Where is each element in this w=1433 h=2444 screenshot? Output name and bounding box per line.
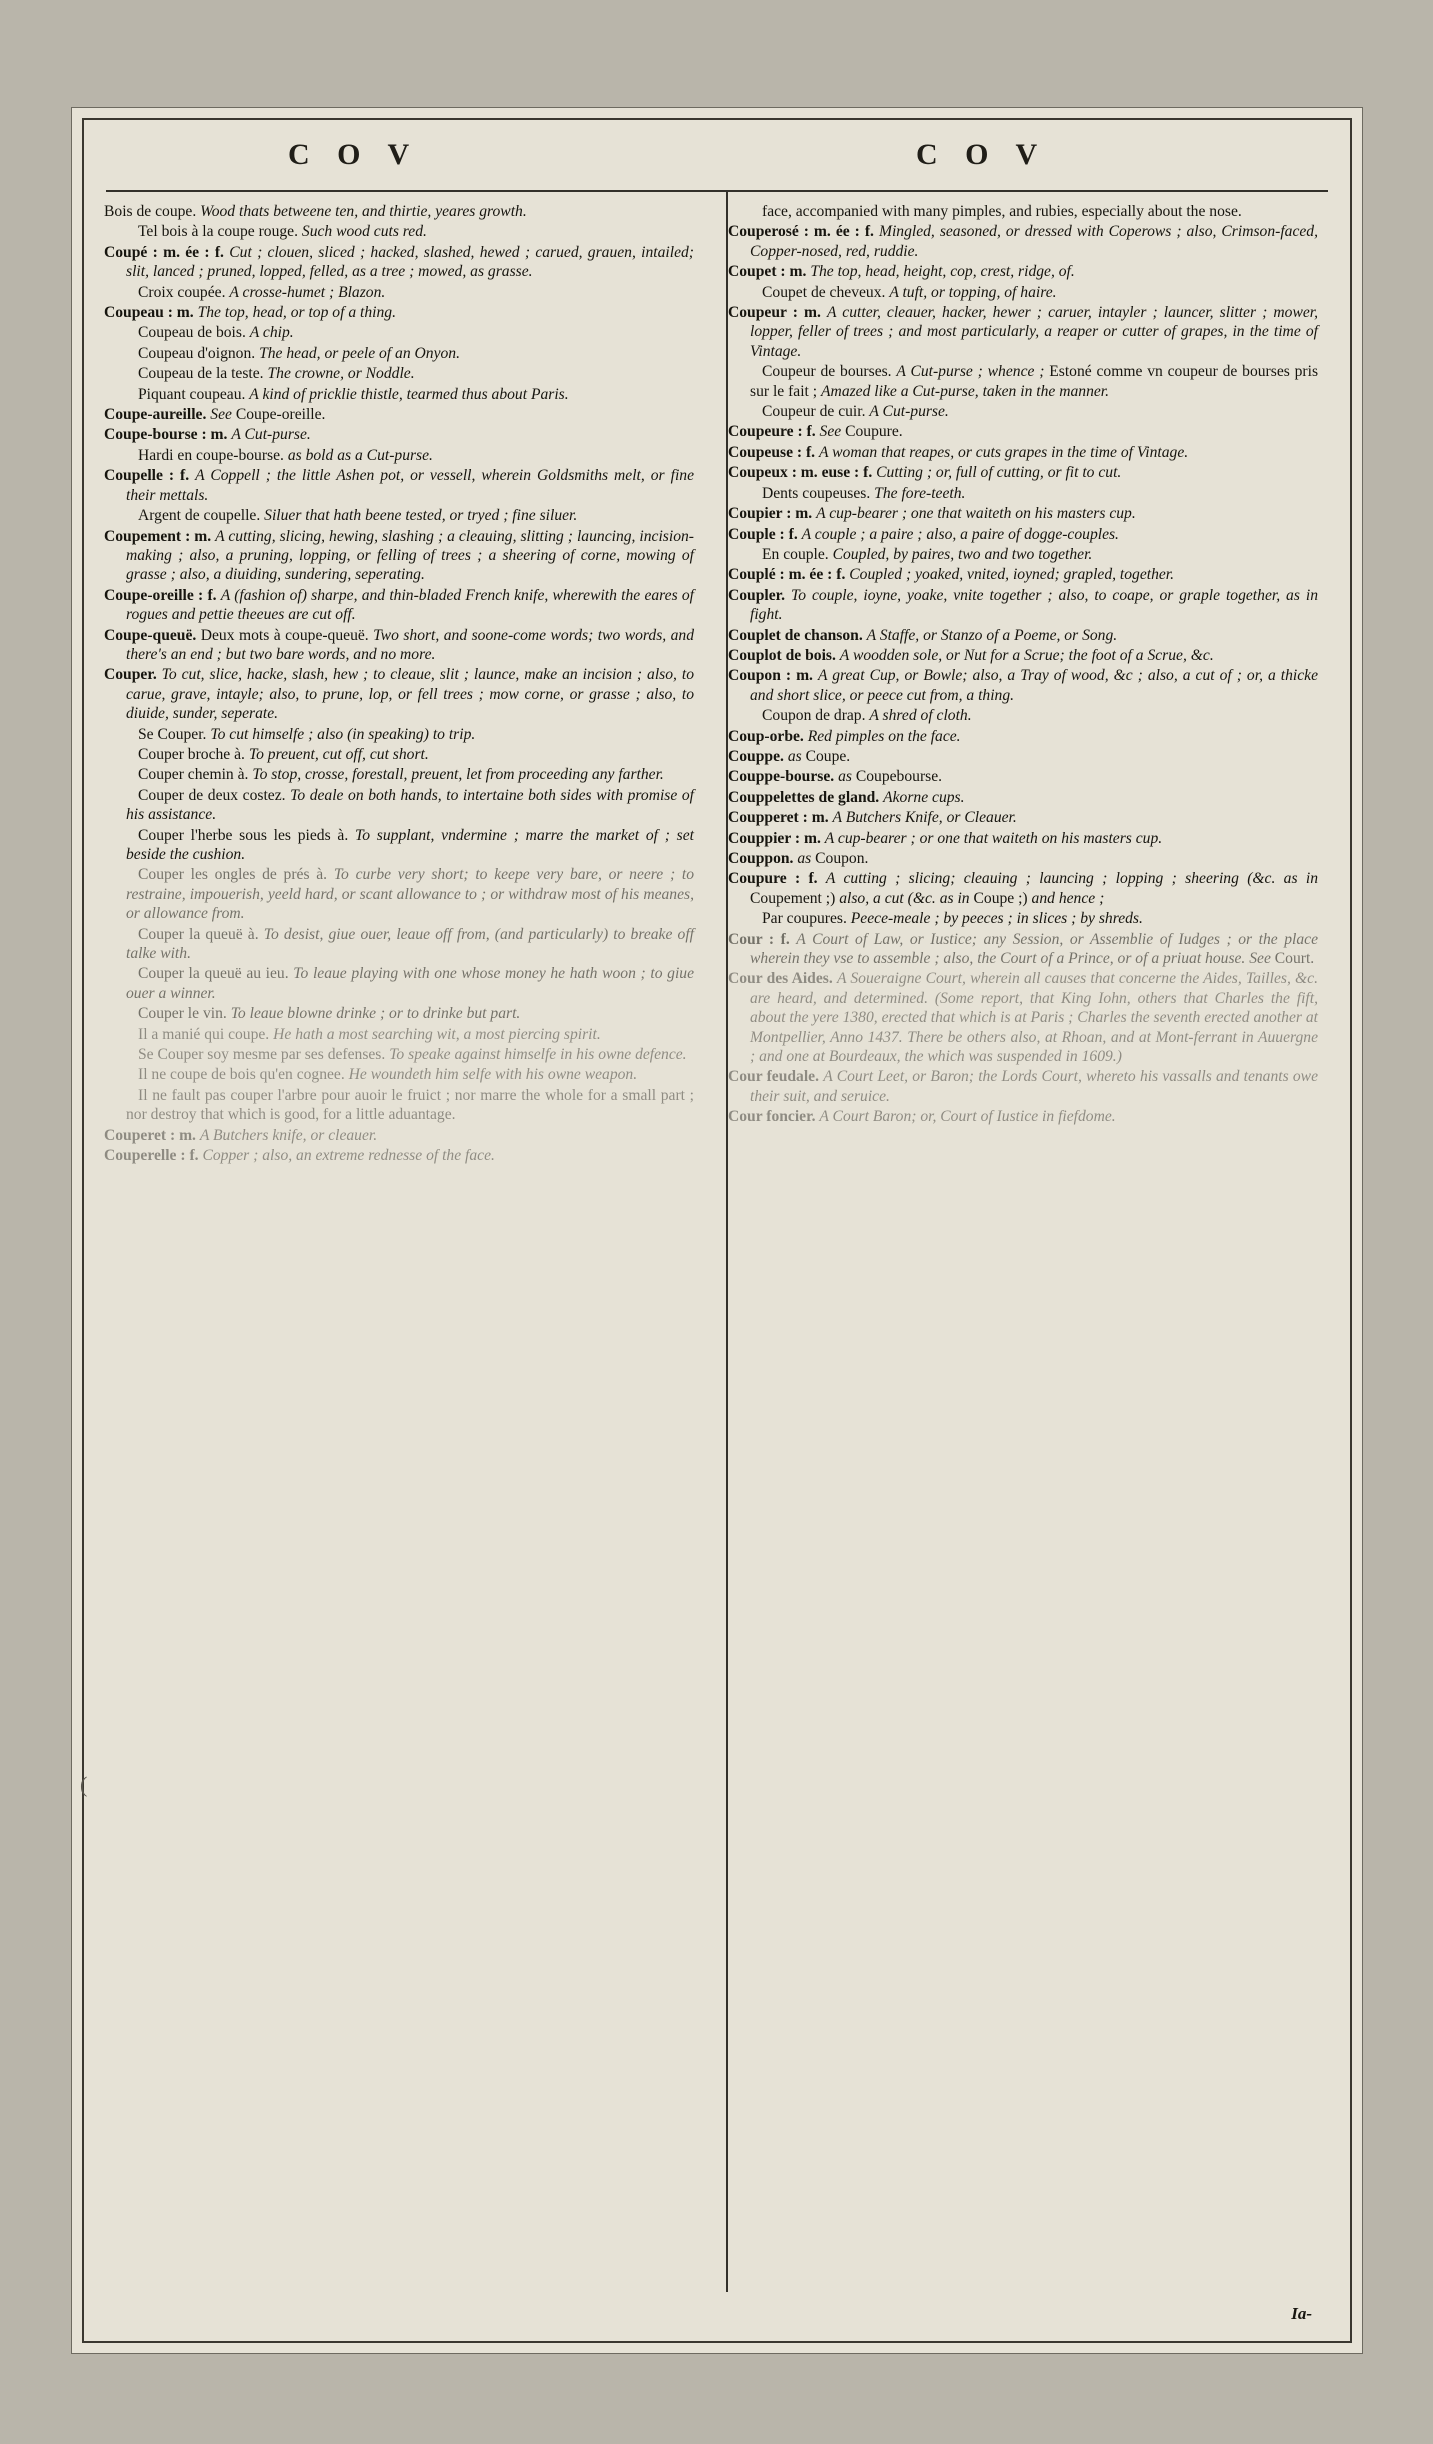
- dictionary-entry: Coupelle : f. A Coppell ; the little Ashen pot, or vessell, wherein Goldsmiths melt, or fine their mettals.: [104, 467, 694, 504]
- dictionary-entry: Cour feudale. A Court Leet, or Baron; the Lords Court, whereto his vassalls and tenants owe their suit, and seruice.: [728, 1068, 1318, 1105]
- dictionary-entry: Piquant coupeau. A kind of pricklie thistle, tearmed thus about Paris.: [138, 385, 569, 403]
- dictionary-entry: Coupeux : m. euse : f. Cutting ; or, full of cutting, or fit to cut.: [728, 464, 1122, 482]
- dictionary-entry: Coupeur de cuir. A Cut-purse.: [762, 403, 949, 421]
- header-rule: [106, 190, 1328, 192]
- dictionary-entry: Croix coupée. A crosse-humet ; Blazon.: [138, 283, 386, 301]
- dictionary-entry: Se Couper soy mesme par ses defenses. To speake against himselfe in his owne defence.: [138, 1046, 687, 1064]
- dictionary-entry: Couppon. as Coupon.: [728, 850, 869, 867]
- dictionary-entry: Couppier : m. A cup-bearer ; or one that waiteth on his masters cup.: [728, 829, 1163, 847]
- two-column-body: [104, 202, 1330, 2323]
- dictionary-entry: Coup-orbe. Red pimples on the face.: [728, 727, 961, 745]
- dictionary-entry: Il ne coupe de bois qu'en cognee. He woundeth him selfe with his owne weapon.: [138, 1066, 638, 1084]
- dictionary-entry: Couper. To cut, slice, hacke, slash, hew ; to cleaue, slit ; launce, make an incision ; also, to carue, grave, intayle; also, to prune, lop, or fell trees ; mow corne, or grasse ; also, to diuide, sunder, seperate.: [104, 666, 694, 723]
- dictionary-entry: Dents coupeuses. The fore-teeth.: [762, 484, 966, 502]
- dictionary-entry: Coupeau de bois. A chip.: [138, 324, 294, 342]
- dictionary-entry: Couperet : m. A Butchers knife, or cleauer.: [104, 1126, 378, 1144]
- left-column: [104, 202, 694, 2318]
- dictionary-entry: Couper la queuë au ieu. To leaue playing with one whose money he hath woon ; to giue ouer a winner.: [126, 965, 694, 1002]
- dictionary-entry: Couplot de bois. A woodden sole, or Nut for a Scrue; the foot of a Scrue, &c.: [728, 646, 1214, 664]
- dictionary-entry: Couperelle : f. Copper ; also, an extreme rednesse of the face.: [104, 1147, 495, 1165]
- dictionary-entry: Coupon de drap. A shred of cloth.: [762, 707, 972, 725]
- dictionary-entry: Il ne fault pas couper l'arbre pour auoir le fruict ; nor marre the whole for a small part ; nor destroy that which is good, for a little aduantage.: [126, 1086, 694, 1124]
- dictionary-entry: Coupet de cheveux. A tuft, or topping, of haire.: [762, 283, 1057, 301]
- dictionary-entry: Tel bois à la coupe rouge. Such wood cuts red.: [138, 223, 427, 241]
- running-head-right: C O V: [916, 138, 1048, 171]
- dictionary-entry: Coupler. To couple, ioyne, yoake, vnite together ; also, to coape, or graple together, as in fight.: [728, 586, 1318, 624]
- dictionary-entry: Coupe-aureille. See Coupe-oreille.: [104, 406, 326, 424]
- dictionary-entry: Couper le vin. To leaue blowne drinke ; or to drinke but part.: [138, 1005, 521, 1023]
- dictionary-entry: Coupon : m. A great Cup, or Bowle; also, a Tray of wood, &c ; also, a cut of ; or, a thicke and short slice, or peece cut from, a thing.: [728, 667, 1318, 704]
- dictionary-entry: Bois de coupe. Wood thats betweene ten, and thirtie, yeares growth.: [104, 203, 527, 220]
- dictionary-entry: Cour : f. A Court of Law, or Iustice; any Session, or Assemblie of Iudges ; or the place wherein they vse to assemble ; also, the Court of a Prince, or of a priuat house. See Court.: [728, 930, 1318, 968]
- dictionary-entry: Coupeur de bourses. A Cut-purse ; whence ; Estoné comme vn coupeur de bourses pris sur le fait ; Amazed like a Cut-purse, taken in the manner.: [750, 363, 1319, 400]
- dictionary-entry: Coupier : m. A cup-bearer ; one that waiteth on his masters cup.: [728, 505, 1136, 523]
- running-head-left: C O V: [288, 138, 420, 171]
- dictionary-entry: Couper l'herbe sous les pieds à. To supplant, vndermine ; marre the market of ; set beside the cushion.: [126, 826, 694, 863]
- dictionary-entry: Coupe-queuë. Deux mots à coupe-queuë. Two short, and soone-come words; two words, and there's an end ; but two bare words, and no more.: [104, 626, 695, 663]
- dictionary-entry: Couppe. as Coupe.: [728, 747, 851, 765]
- dictionary-entry: Couper chemin à. To stop, crosse, forestall, preuent, let from proceeding any farther.: [138, 766, 664, 784]
- dictionary-entry: Argent de coupelle. Siluer that hath beene tested, or tryed ; fine siluer.: [138, 507, 578, 525]
- dictionary-entry: Se Couper. To cut himselfe ; also (in speaking) to trip.: [138, 725, 476, 743]
- scanned-page: [72, 108, 1362, 2353]
- dictionary-entry: Hardi en coupe-bourse. as bold as a Cut-purse.: [138, 446, 433, 464]
- dictionary-entry: Coupeure : f. See Coupure.: [728, 423, 903, 441]
- dictionary-entry: Coupure : f. A cutting ; slicing; cleauing ; launcing ; lopping ; sheering (&c. as in Coupement ;) also, a cut (&c. as in Coupe ;) and hence ;: [728, 870, 1318, 907]
- dictionary-entry: Coupé : m. ée : f. Cut ; clouen, sliced ; hacked, slashed, hewed ; carued, grauen, intailed; slit, lanced ; pruned, lopped, felled, as a tree ; mowed, as grasse.: [104, 243, 694, 281]
- dictionary-entry: Par coupures. Peece-meale ; by peeces ; in slices ; by shreds.: [762, 910, 1143, 928]
- right-column: [728, 202, 1319, 2323]
- dictionary-entry: face, accompanied with many pimples, and rubies, especially about the nose.: [762, 203, 1242, 220]
- dictionary-entry: Couppe-bourse. as Coupebourse.: [728, 768, 943, 786]
- margin-mark: (: [80, 1772, 88, 1797]
- dictionary-entry: Couper broche à. To preuent, cut off, cut short.: [138, 745, 429, 763]
- dictionary-entry: Coupeuse : f. A woman that reapes, or cuts grapes in the time of Vintage.: [728, 443, 1189, 461]
- dictionary-entry: Couper de deux costez. To deale on both hands, to intertaine both sides with promise of his assistance.: [126, 786, 694, 824]
- running-heads: [98, 132, 1336, 196]
- dictionary-entry: Coupeau de la teste. The crowne, or Noddle.: [138, 365, 415, 383]
- dictionary-entry: Coupeau d'oignon. The head, or peele of an Onyon.: [138, 344, 461, 362]
- dictionary-entry: Coupement : m. A cutting, slicing, hewing, slashing ; a cleauing, slitting ; launcing, incision-making ; also, a pruning, lopping, or felling of trees ; a sheering of corne, mowing of grasse ; also, a diuiding, sundering, seperating.: [104, 527, 694, 584]
- dictionary-entry: Coupet : m. The top, head, height, cop, crest, ridge, of.: [728, 263, 1075, 281]
- dictionary-entry: Couplet de chanson. A Staffe, or Stanzo of a Poeme, or Song.: [728, 626, 1118, 644]
- dictionary-entry: Cour foncier. A Court Baron; or, Court of Iustice in fiefdome.: [728, 1108, 1116, 1126]
- dictionary-entry: En couple. Coupled, by paires, two and two together.: [762, 545, 1093, 563]
- dictionary-entry: Coupperet : m. A Butchers Knife, or Cleauer.: [728, 809, 1017, 827]
- dictionary-entry: Couppelettes de gland. Akorne cups.: [728, 788, 965, 806]
- dictionary-entry: Cour des Aides. A Soueraigne Court, wherein all causes that concerne the Aides, Tailles, &c. are heard, and determined. (Some report, that King Iohn, others that Charles the fift, about the yere 1380, erected that which is at Paris ; Charles the seventh erected another at Montpellier, Anno 1437. There be others also, at Rhoan, and at Mont-ferrant in Auuergne ; and one at Bourdeaux, the which was suspended in 1609.): [728, 970, 1318, 1066]
- dictionary-entry: Coupe-oreille : f. A (fashion of) sharpe, and thin-bladed French knife, wherewith the eares of rogues and pettie theeues are cut off.: [104, 586, 694, 624]
- dictionary-entry: Couper la queuë à. To desist, giue ouer, leaue off from, (and particularly) to breake off talke with.: [126, 925, 694, 963]
- dictionary-entry: Couper les ongles de prés à. To curbe very short; to keepe very bare, or neere ; to restraine, impouerish, yeeld hard, or scant allowance to ; or withdraw most of his meanes, or allowance from.: [126, 866, 694, 923]
- dictionary-entry: Couple : f. A couple ; a paire ; also, a paire of dogge-couples.: [728, 525, 1119, 543]
- dictionary-entry: Coupe-bourse : m. A Cut-purse.: [104, 426, 311, 444]
- dictionary-entry: Coupeur : m. A cutter, cleauer, hacker, hewer ; caruer, intayler ; launcer, slitter ; mower, lopper, feller of trees ; and most particularly, a reaper or cutter of grapes, in the time of Vintage.: [728, 304, 1319, 360]
- catchword: Ia-: [1291, 2304, 1312, 2323]
- dictionary-entry: Couperosé : m. ée : f. Mingled, seasoned, or dressed with Coperows ; also, Crimson-faced, Copper-nosed, red, ruddie.: [728, 223, 1318, 260]
- page-content: [80, 132, 1336, 2328]
- dictionary-entry: Couplé : m. ée : f. Coupled ; yoaked, vnited, ioyned; grapled, together.: [728, 566, 1175, 584]
- dictionary-entry: Il a manié qui coupe. He hath a most searching wit, a most piercing spirit.: [138, 1025, 601, 1043]
- dictionary-entry: Coupeau : m. The top, head, or top of a thing.: [104, 304, 396, 322]
